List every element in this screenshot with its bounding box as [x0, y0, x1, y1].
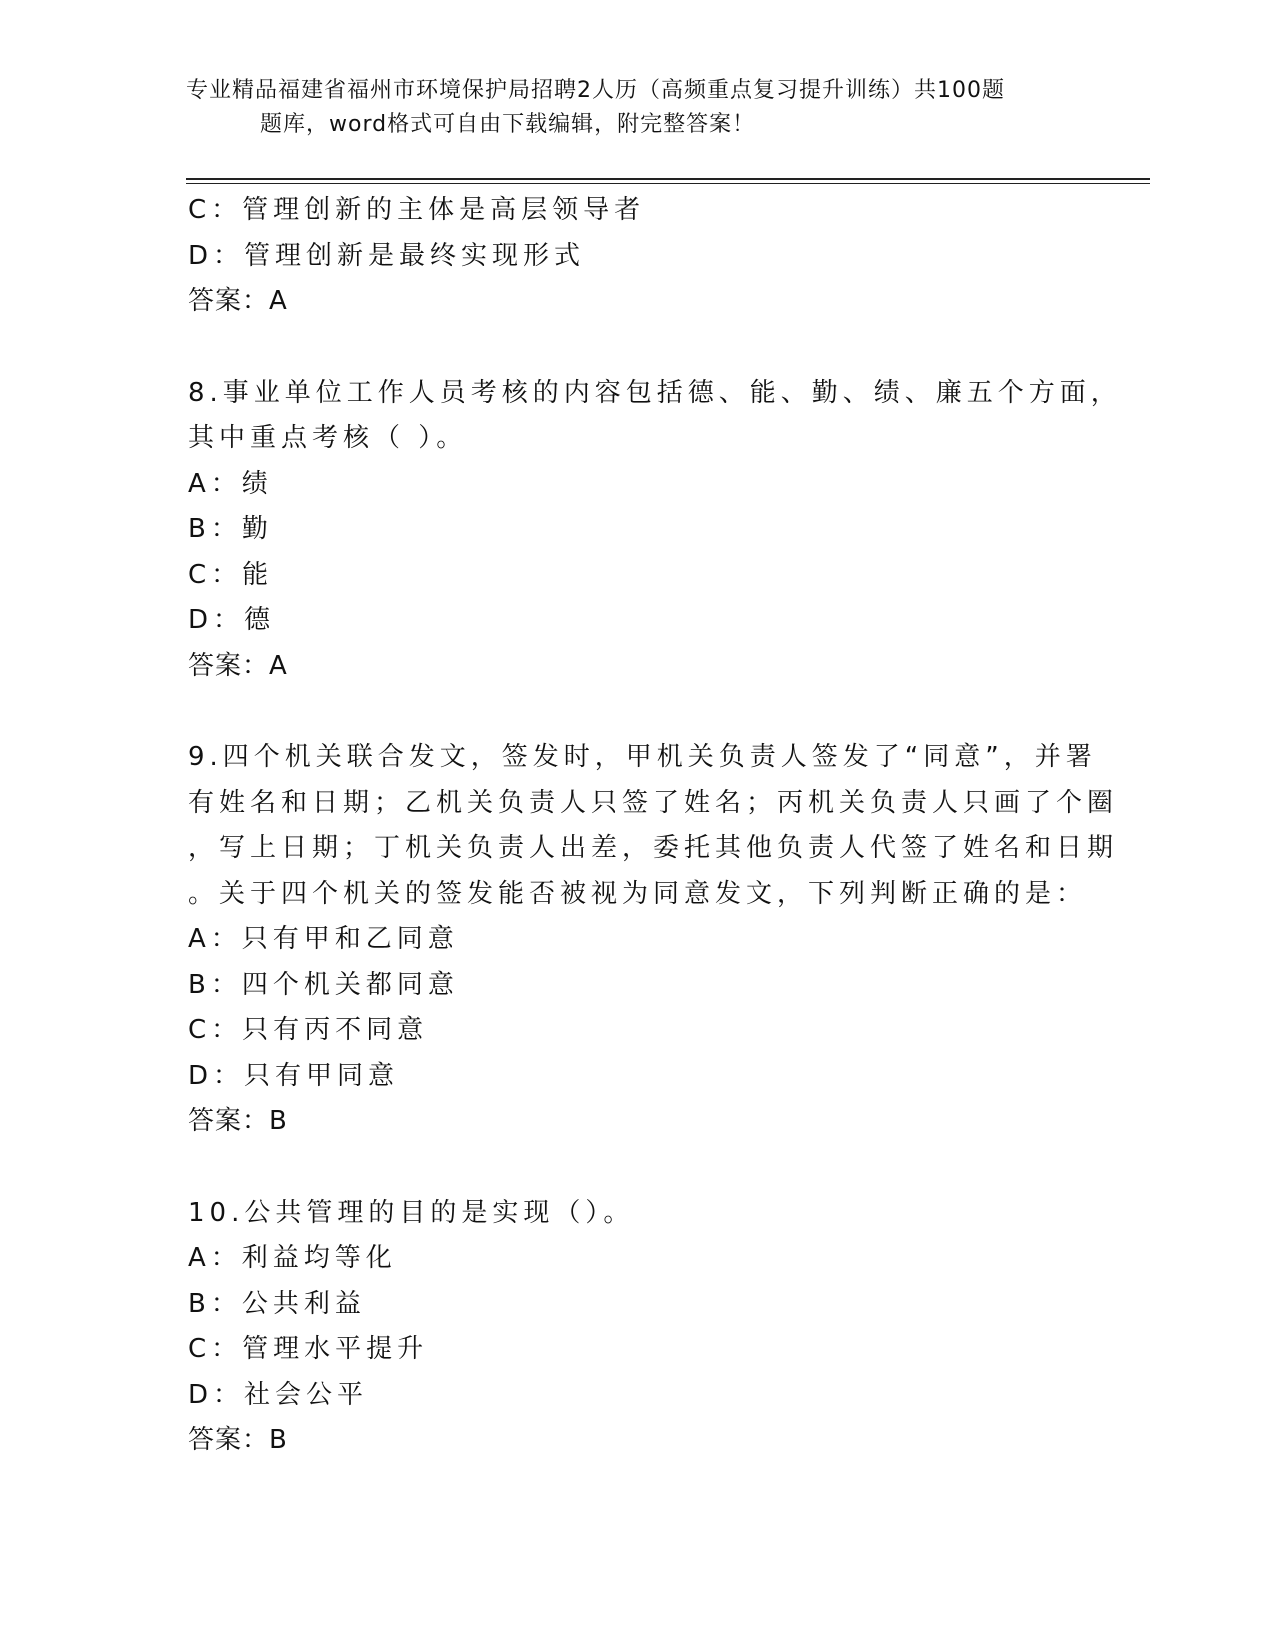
question-text-line: 8.事业单位工作人员考核的内容包括德、能、勤、绩、廉五个方面，: [188, 377, 1122, 408]
question-text-line: 9.四个机关联合发文，签发时，甲机关负责人签发了“同意”，并署: [188, 742, 1097, 772]
question-text-line: 有姓名和日期；乙机关负责人只签了姓名；丙机关负责人只画了个圈: [188, 787, 1119, 818]
option-d: D：只有甲同意: [188, 1060, 400, 1091]
question-text-line: 。关于四个机关的签发能否被视为同意发文，下列判断正确的是：: [188, 878, 1088, 909]
option-d: D：德: [188, 605, 276, 635]
option-b: B：公共利益: [188, 1288, 366, 1319]
option-a: A：只有甲和乙同意: [188, 924, 459, 954]
option-c: C：只有丙不同意: [188, 1015, 429, 1045]
header-divider-thick: [186, 178, 1150, 180]
option-a: A：利益均等化: [188, 1243, 397, 1273]
question-text-line: 10.公共管理的目的是实现（）。: [188, 1197, 635, 1228]
header-title-line-2: 题库，word格式可自由下载编辑，附完整答案！: [260, 112, 756, 137]
option-c: C：管理水平提升: [188, 1334, 429, 1364]
answer-line: 答案：B: [188, 1106, 288, 1136]
document-body: [188, 188, 1122, 1464]
header-divider-thin: [186, 183, 1150, 184]
option-b: B：勤: [188, 514, 273, 544]
answer-line: 答案：A: [188, 650, 288, 681]
answer-line: 答案：B: [188, 1425, 288, 1455]
answer-line: 答案：A: [188, 286, 288, 316]
question-block-8: [188, 371, 1122, 690]
option-a: A：绩: [188, 468, 273, 499]
question-block-9: [188, 735, 1119, 1145]
header-title-line-1: 专业精品福建省福州市环境保护局招聘2人历（高频重点复习提升训练）共100题: [186, 78, 1005, 103]
option-d: D：管理创新是最终实现形式: [188, 240, 586, 271]
spacer: [188, 1145, 1088, 1191]
option-b: B：四个机关都同意: [188, 969, 459, 1000]
question-text-line: 其中重点考核（ ）。: [188, 423, 468, 453]
spacer: [188, 325, 1088, 371]
question-text-line: ，写上日期；丁机关负责人出差，委托其他负责人代签了姓名和日期: [188, 833, 1119, 863]
option-c: C：能: [188, 559, 274, 590]
question-block-10: [188, 1191, 1088, 1464]
spacer: [188, 689, 1088, 735]
document-header: [186, 74, 1086, 142]
option-d: D：社会公平: [188, 1379, 369, 1410]
option-c: C：管理创新的主体是高层领导者: [188, 195, 646, 225]
question-block-7: [188, 188, 1088, 325]
